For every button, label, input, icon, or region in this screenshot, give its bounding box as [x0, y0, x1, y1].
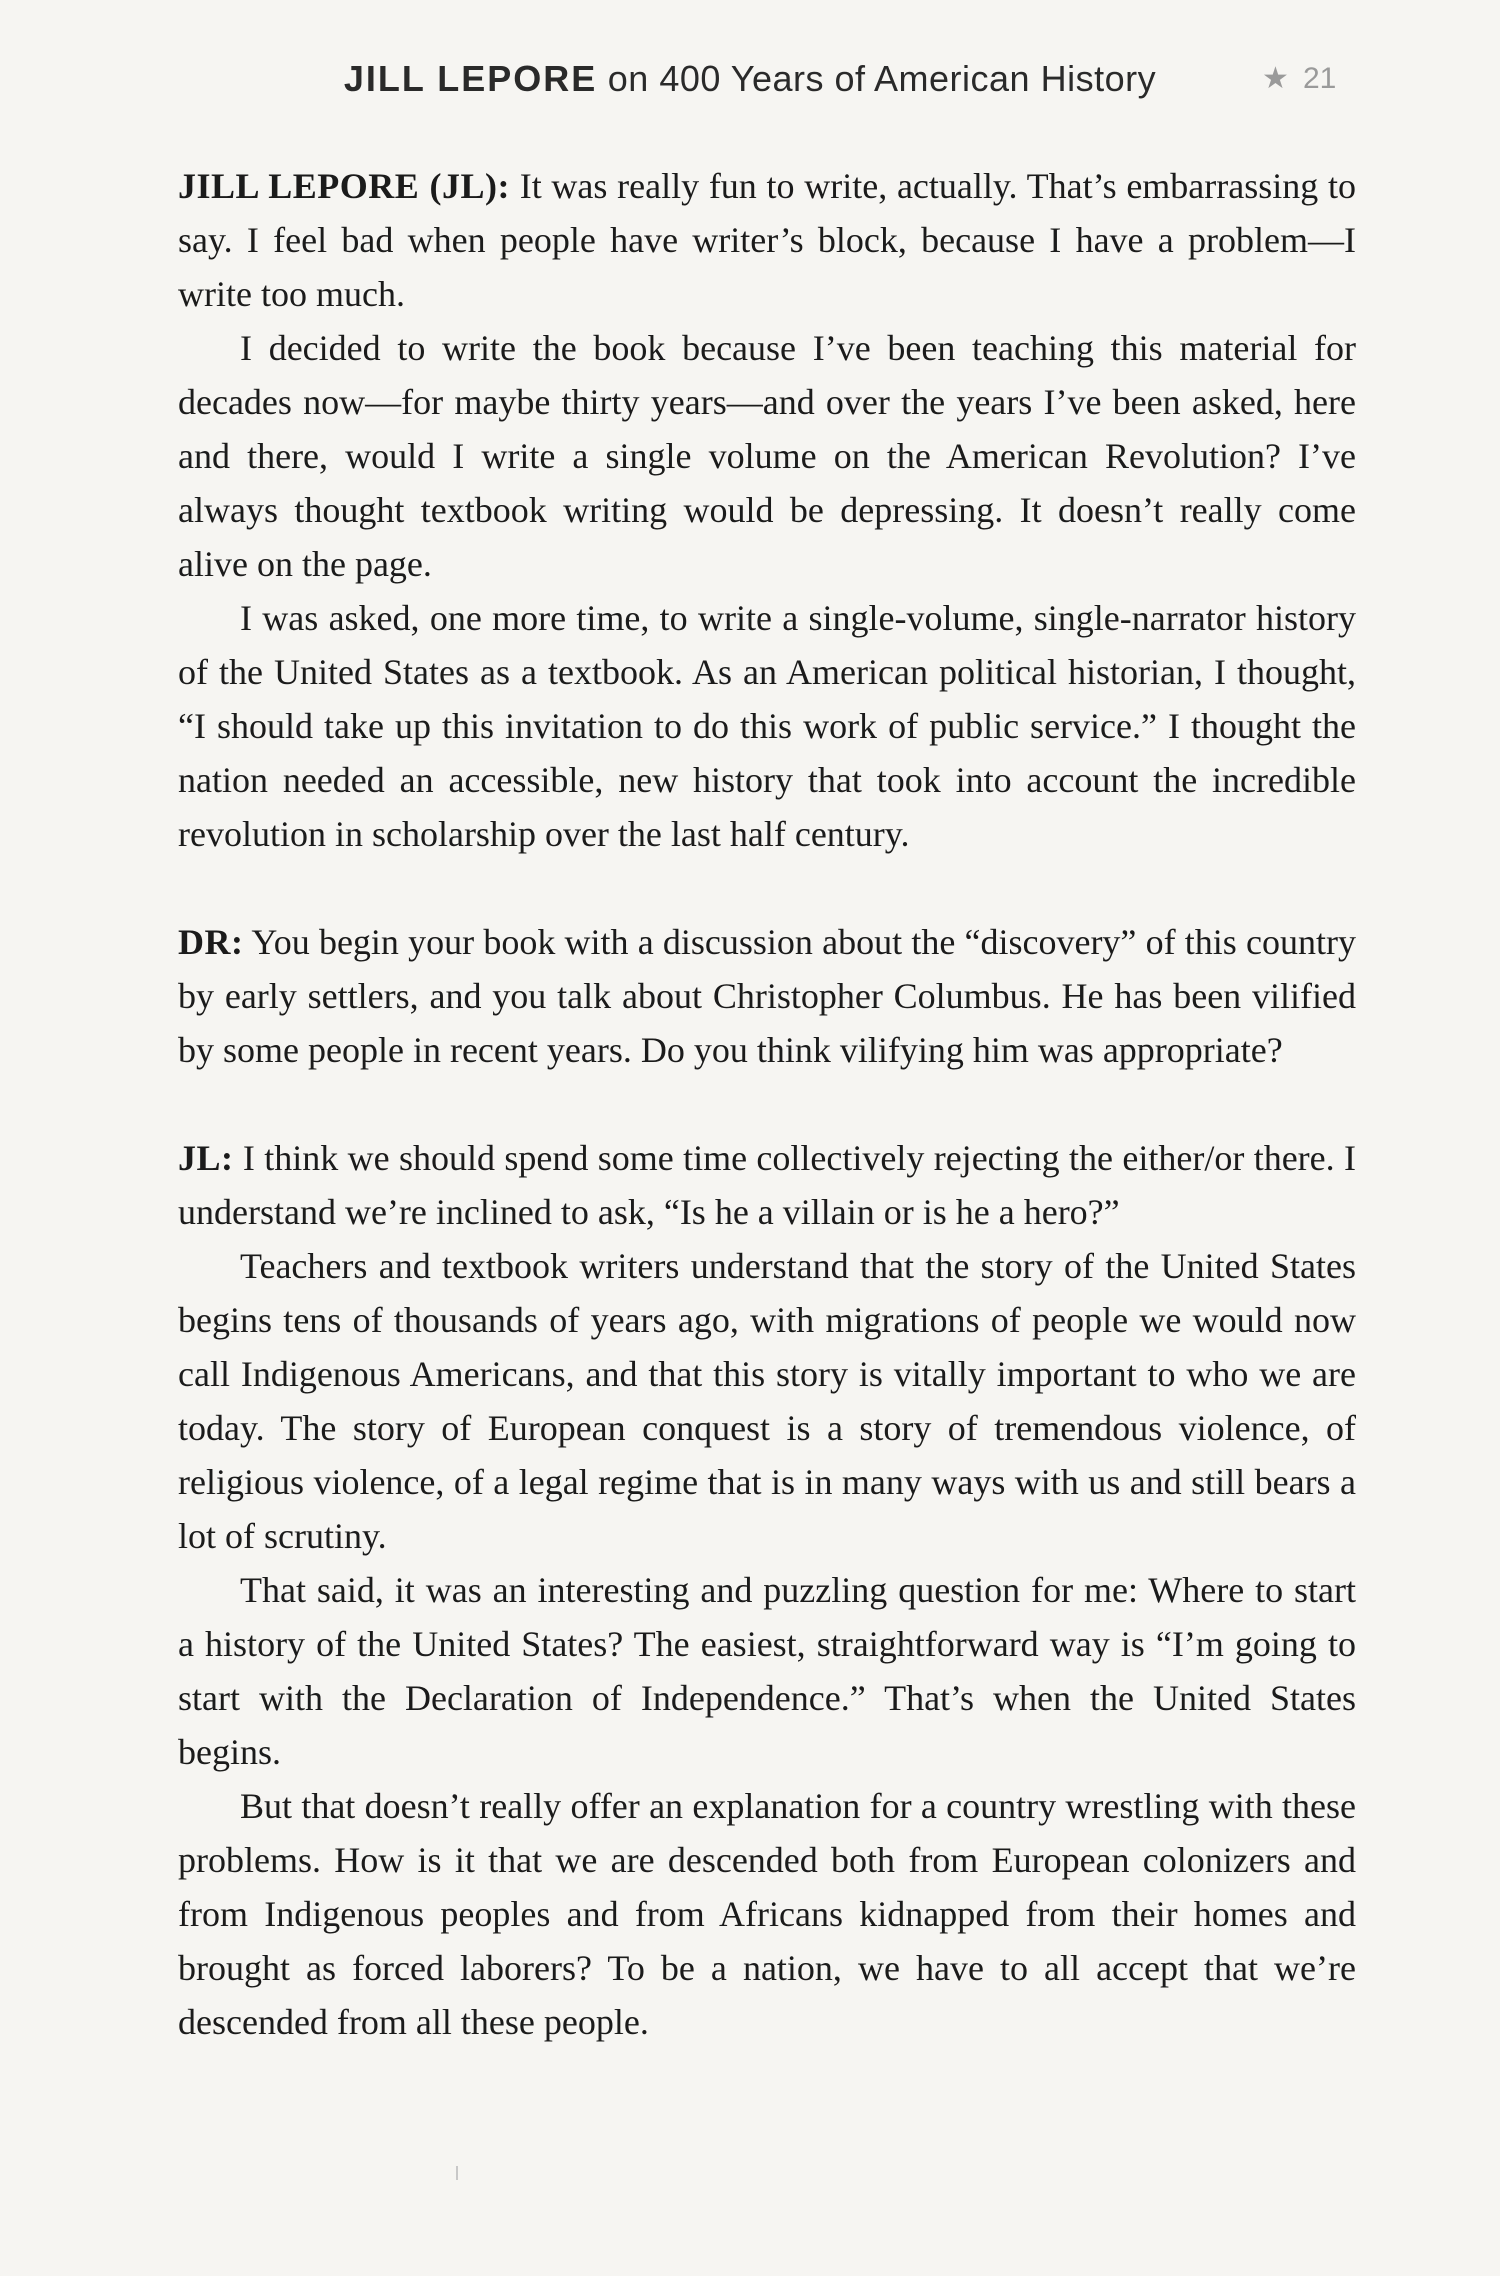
- paragraph: But that doesn’t really offer an explanation for a country wrestling with these problems. How is it that we are descended both from European colonizers and from Indigenous peoples and from Africans kidnapped from their homes and brought as forced laborers? To be a nation, we have to all accept that we’re descended from all these people.: [178, 1786, 1356, 2042]
- paragraph-text: It was really fun to write, actually. That’s embarrassing to say. I feel bad when people have writer’s block, because I have a problem—I write too much.: [178, 166, 1356, 314]
- running-header: [0, 56, 1500, 102]
- speaker-label: DR:: [178, 922, 244, 962]
- paragraph-jl-answer-2: [178, 1131, 1356, 1239]
- running-title-text: on 400 Years of American History: [597, 58, 1157, 99]
- speaker-label: JL:: [178, 1138, 234, 1178]
- paragraph: I was asked, one more time, to write a single-volume, single-narrator history of the United States as a textbook. As an American political historian, I thought, “I should take up this invitation to do this work of public service.” I thought the nation needed an accessible, new history that took into account the incredible revolution in scholarship over the last half century.: [178, 598, 1356, 854]
- scan-mark: [456, 2166, 458, 2180]
- paragraph: Teachers and textbook writers understand that the story of the United States begins tens of thousands of years ago, with migrations of people we would now call Indigenous Americans, and that this story is vitally important to who we are today. The story of European conquest is a story of tremendous violence, of religious violence, of a legal regime that is in many ways with us and still bears a lot of scrutiny.: [178, 1246, 1356, 1556]
- star-icon: ★: [1262, 61, 1289, 96]
- speaker-label: JILL LEPORE (JL):: [178, 166, 510, 206]
- paragraph: I decided to write the book because I’ve been teaching this material for decades now—for maybe thirty years—and over the years I’ve been asked, here and there, would I write a single volume on the American Revolution? I’ve always thought textbook writing would be depressing. It doesn’t really come alive on the page.: [178, 328, 1356, 584]
- page-number: 21: [1303, 62, 1337, 95]
- paragraph: That said, it was an interesting and puzzling question for me: Where to start a history of the United States? The easiest, straightforward way is “I’m going to start with the Declaration of Independence.” That’s when the United States begins.: [178, 1570, 1356, 1772]
- running-title-author: JILL LEPORE: [343, 58, 598, 99]
- paragraph-text: You begin your book with a discussion about the “discovery” of this country by early settlers, and you talk about Christopher Columbus. He has been vilified by some people in recent years. Do you think vilifying him was appropriate?: [178, 922, 1356, 1070]
- paragraph-dr-question: [178, 915, 1356, 1077]
- paragraph-text: I think we should spend some time collectively rejecting the either/or there. I understand we’re inclined to ask, “Is he a villain or is he a hero?”: [178, 1138, 1356, 1232]
- paragraph-jl-answer-1: [178, 159, 1356, 321]
- body-text: [178, 159, 1356, 2049]
